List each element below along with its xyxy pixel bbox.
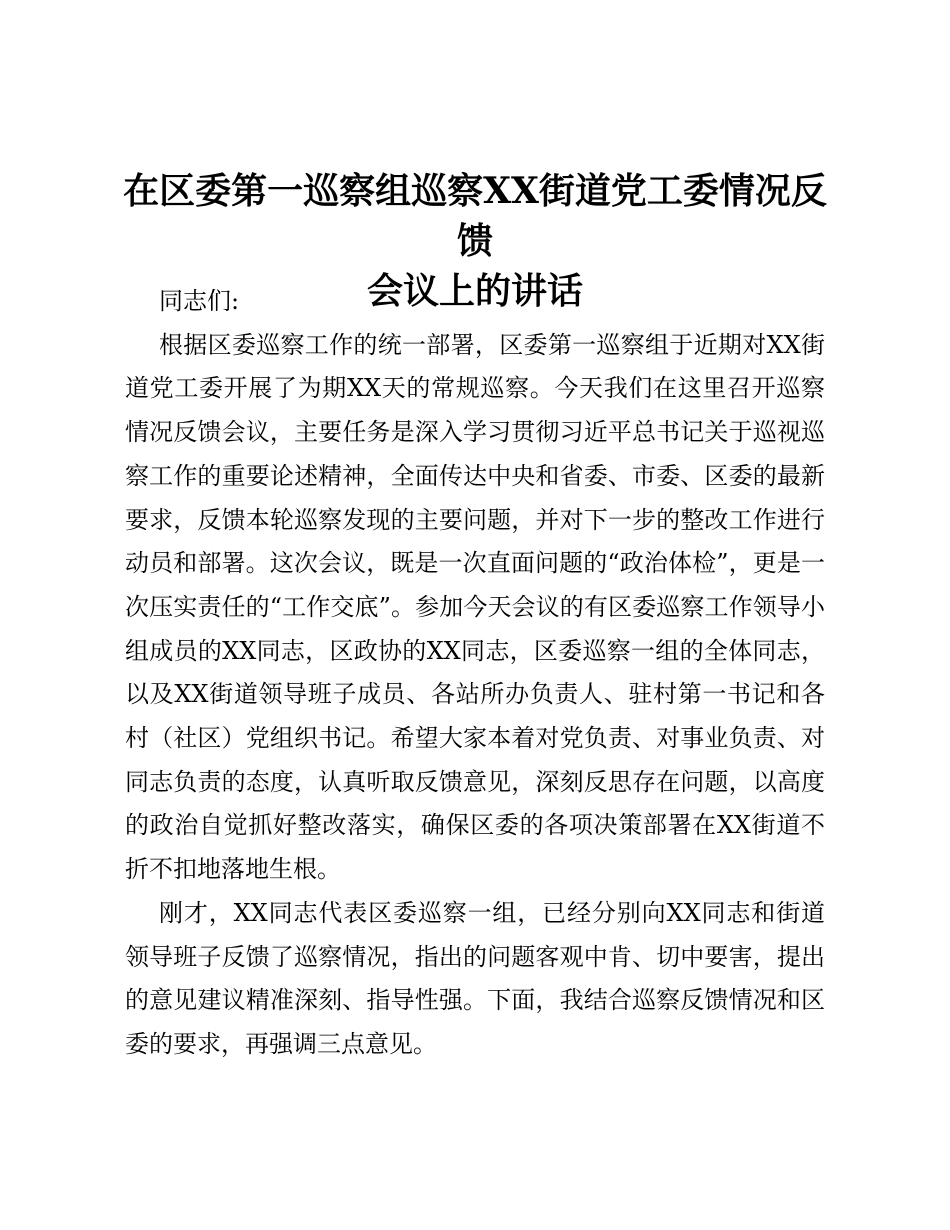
title-line-1: 在区委第一巡察组巡察XX街道党工委情况反馈 [123,170,827,262]
paragraph-1: 根据区委巡察工作的统一部署，区委第一巡察组于近期对XX街道党工委开展了为期XX天的常规巡察。今天我们在这里召开巡察情况反馈会议，主要任务是深入学习贯彻习近平总书记关于巡视巡察工作的重要论述精神，全面传达中央和省委、市委、区委的最新要求，反馈本轮巡察发现的主要问题，并对下一步的整改工作进行动员和部署。这次会议，既是一次直面问题的“政治体检”，更是一次压实责任的“工作交底”。参加今天会议的有区委巡察工作领导小组成员的XX同志，区政协的XX同志，区委巡察一组的全体同志，以及XX街道领导班子成员、各站所办负责人、驻村第一书记和各村（社区）党组织书记。希望大家本着对党负责、对事业负责、对同志负责的态度，认真听取反馈意见，深刻反思存在问题，以高度的政治自觉抓好整改落实，确保区委的各项决策部署在XX街道不折不扣地落地生根。 [125,330,825,884]
paragraph-2: 刚才，XX同志代表区委巡察一组，已经分别向XX同志和街道领导班子反馈了巡察情况，指出的问题客观中肯、切中要害，提出的意见建议精准深刻、指导性强。下面，我结合巡察反馈情况和区委的要求，再强调三点意见。 [125,898,825,1058]
document-body [125,280,825,1067]
salutation: 同志们: [159,287,240,315]
title-line-2: 会议上的讲话 [366,270,583,312]
